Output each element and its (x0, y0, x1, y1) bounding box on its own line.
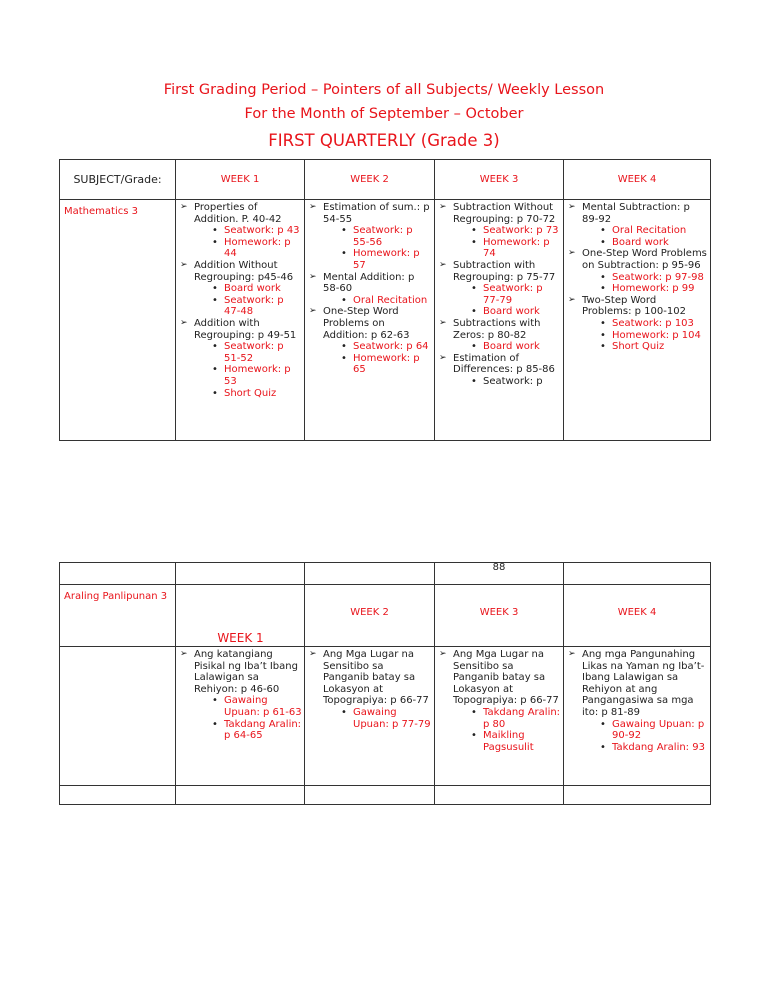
topic-item (194, 318, 302, 399)
topic-item (323, 649, 432, 730)
topic-text: One-Step Word Problems on Addition: p 62-63 (323, 306, 410, 341)
activity-list (323, 707, 432, 730)
empty-cell (176, 563, 305, 585)
topic-item (582, 295, 708, 353)
topic-text: Subtraction with Regrouping: p 75-77 (453, 259, 556, 283)
activity-list (453, 341, 561, 353)
header-week-3: WEEK 3 (435, 160, 564, 200)
activity-item: • Homework: p 53 (224, 364, 302, 387)
activity-list (582, 719, 708, 754)
activity-item: • Seatwork: p 64 (353, 341, 432, 353)
empty-cell (60, 647, 176, 786)
activity-item: • Seatwork: p 97-98 (612, 272, 708, 284)
activity-list (453, 225, 561, 260)
activity-item: • Takdang Aralin: p 64-65 (224, 719, 302, 742)
ap-week-3-cell (435, 647, 564, 786)
topic-list (176, 200, 304, 401)
activity-item: • Homework: p 57 (353, 248, 432, 271)
topic-text: Estimation of Differences: p 85-86 (453, 352, 555, 376)
topic-text: Estimation of sum.: p 54-55 (323, 202, 430, 225)
topic-text: Properties of Addition. P. 40-42 (194, 202, 282, 225)
title-line-3: FIRST QUARTERLY (Grade 3) (268, 131, 500, 150)
activity-item: • Takdang Aralin: 93 (612, 742, 708, 754)
activity-list (194, 341, 302, 399)
topic-text: Ang katangiang Pisikal ng Iba’t Ibang Lalawigan sa Rehiyon: p 46-60 (194, 649, 298, 695)
topic-text: Ang Mga Lugar na Sensitibo sa Panganib batay sa Lokasyon at Topograpiya: p 66-77 (323, 649, 429, 707)
empty-cell (305, 563, 435, 585)
activity-list (194, 283, 302, 318)
activity-item: • Board work (483, 306, 561, 318)
activity-item: • Seatwork: p 55-56 (353, 225, 432, 248)
activity-item: • Seatwork: p 43 (224, 225, 302, 237)
topic-item (194, 649, 302, 742)
math-week-4-cell (564, 200, 711, 441)
topic-text: Two-Step Word Problems: p 100-102 (582, 294, 686, 318)
activity-item: • Board work (612, 237, 708, 249)
title-line-1: First Grading Period – Pointers of all Subjects/ Weekly Lesson (163, 82, 605, 98)
activity-item: • Maikling Pagsusulit (483, 730, 561, 753)
topic-item (323, 272, 432, 307)
math-schedule-table (59, 159, 711, 441)
topic-text: Addition Without Regrouping: p45-46 (194, 259, 294, 283)
activity-list (582, 272, 708, 295)
topic-item (582, 649, 708, 753)
ap-schedule-table (59, 562, 711, 805)
topic-item (453, 353, 561, 388)
header-subject-grade: SUBJECT/Grade: (60, 160, 176, 200)
activity-list (582, 318, 708, 353)
topic-text: Subtractions with Zeros: p 80-82 (453, 317, 541, 341)
activity-item: • Seatwork: p 51-52 (224, 341, 302, 364)
activity-list (323, 225, 432, 271)
activity-item: • Gawaing Upuan: p 90-92 (612, 719, 708, 742)
math-week-1-cell (176, 200, 305, 441)
topic-list (564, 647, 710, 755)
activity-item: • Homework: p 65 (353, 353, 432, 376)
topic-list (435, 200, 563, 390)
ap-week-1-cell (176, 647, 305, 786)
topic-item (194, 202, 302, 260)
empty-cell (176, 786, 305, 805)
topic-item (453, 202, 561, 260)
ap-header-week-1: WEEK 1 (217, 631, 264, 645)
empty-cell (435, 786, 564, 805)
activity-item: • Gawaing Upuan: p 77-79 (353, 707, 432, 730)
topic-list (176, 647, 304, 744)
activity-item: • Homework: p 104 (612, 330, 708, 342)
topic-list (305, 647, 434, 732)
math-row (60, 200, 711, 441)
activity-item: • Seatwork: p 73 (483, 225, 561, 237)
topic-item (453, 649, 561, 753)
topic-item (453, 318, 561, 353)
activity-item: • Short Quiz (612, 341, 708, 353)
topic-text: Addition with Regrouping: p 49-51 (194, 317, 297, 341)
subject-araling-panlipunan: Araling Panlipunan 3 (60, 585, 176, 647)
activity-item: • Board work (224, 283, 302, 295)
topic-item (582, 248, 708, 294)
activity-list (194, 225, 302, 260)
topic-item (194, 260, 302, 318)
ap-week-4-cell (564, 647, 711, 786)
empty-cell (60, 786, 176, 805)
empty-cell (305, 786, 435, 805)
topic-item (323, 306, 432, 376)
activity-item: • Seatwork: p 47-48 (224, 295, 302, 318)
topic-item (582, 202, 708, 248)
activity-list (323, 295, 432, 307)
topic-list (435, 647, 563, 755)
activity-list (194, 695, 302, 741)
ap-header-week-4: WEEK 4 (564, 585, 711, 647)
topic-list (305, 200, 434, 378)
ap-header-row (60, 585, 711, 647)
topic-text: Mental Addition: p 58-60 (323, 271, 415, 295)
activity-item: • Short Quiz (224, 388, 302, 400)
topic-item (453, 260, 561, 318)
math-week-2-cell (305, 200, 435, 441)
activity-item: • Seatwork: p 77-79 (483, 283, 561, 306)
activity-item: • Board work (483, 341, 561, 353)
topic-list (564, 200, 710, 355)
ap-row (60, 647, 711, 786)
topic-item (323, 202, 432, 272)
activity-item: • Oral Recitation (612, 225, 708, 237)
activity-item: • Gawaing Upuan: p 61-63 (224, 695, 302, 718)
activity-item: • Homework: p 99 (612, 283, 708, 295)
math-week-3-cell (435, 200, 564, 441)
title-line-2: For the Month of September – October (244, 106, 524, 122)
page-number-row (60, 563, 711, 585)
empty-cell (564, 786, 711, 805)
topic-text: Ang Mga Lugar na Sensitibo sa Panganib batay sa Lokasyon at Topograpiya: p 66-77 (453, 649, 559, 707)
activity-item: • Homework: p 44 (224, 237, 302, 260)
page-number: 88 (435, 563, 564, 585)
table-header-row (60, 160, 711, 200)
ap-empty-row (60, 786, 711, 805)
activity-list (453, 283, 561, 318)
header-week-1: WEEK 1 (176, 160, 305, 200)
header-week-2: WEEK 2 (305, 160, 435, 200)
activity-item: • Seatwork: p 103 (612, 318, 708, 330)
header-week-4: WEEK 4 (564, 160, 711, 200)
topic-text: Ang mga Pangunahing Likas na Yaman ng Iba’t-Ibang Lalawigan sa Rehiyon at ang Pangangasiwa sa mga ito: p 81-89 (582, 649, 705, 718)
topic-text: Subtraction Without Regrouping: p 70-72 (453, 202, 556, 225)
empty-cell (564, 563, 711, 585)
activity-list (453, 376, 561, 388)
subject-mathematics: Mathematics 3 (60, 200, 176, 441)
activity-item: • Seatwork: p (483, 376, 561, 388)
topic-text: One-Step Word Problems on Subtraction: p 95-96 (582, 248, 707, 271)
ap-header-week-3: WEEK 3 (435, 585, 564, 647)
ap-week-2-cell (305, 647, 435, 786)
empty-cell (60, 563, 176, 585)
activity-list (582, 225, 708, 248)
activity-item: • Oral Recitation (353, 295, 432, 307)
ap-header-week-2: WEEK 2 (305, 585, 435, 647)
activity-list (453, 707, 561, 753)
activity-list (323, 341, 432, 376)
activity-item: • Homework: p 74 (483, 237, 561, 260)
activity-item: • Takdang Aralin: p 80 (483, 707, 561, 730)
topic-text: Mental Subtraction: p 89-92 (582, 202, 690, 225)
